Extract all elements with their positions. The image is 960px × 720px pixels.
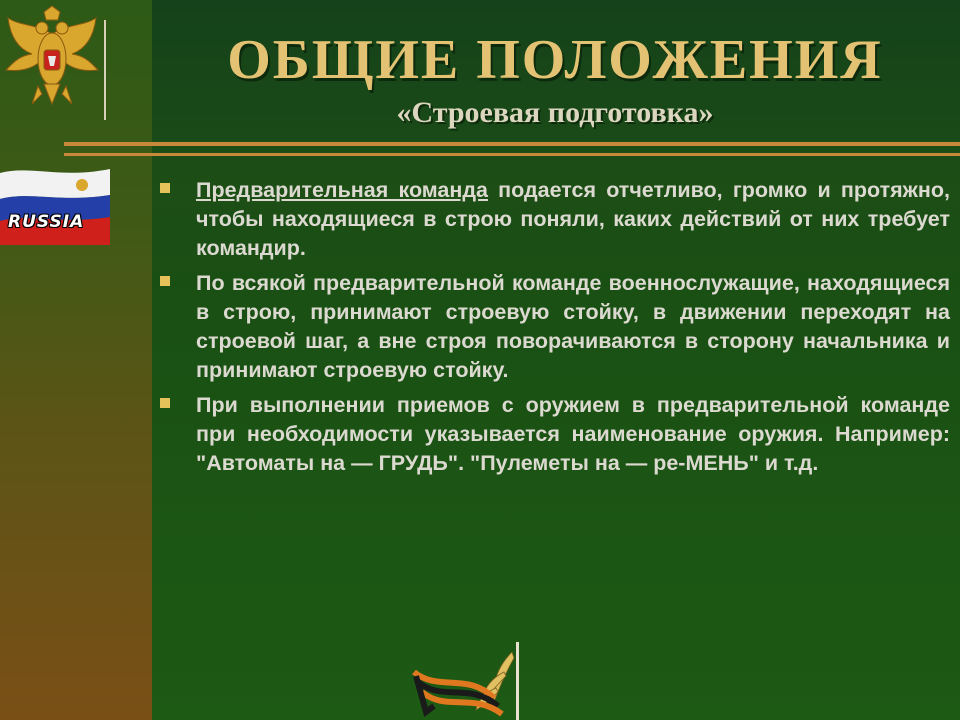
bullet-marker [160, 183, 170, 193]
bullet-item [160, 391, 950, 478]
bullet-text: При выполнении приемов с оружием в предварительной команде при необходимости указывается наименование оружия. Например: "Автоматы на — ГРУДЬ". "Пулеметы на — ре-МЕНЬ" и т.д. [196, 393, 950, 475]
divider-line [104, 20, 106, 120]
header-rule [64, 142, 960, 146]
bullet-item [160, 176, 950, 263]
bullet-text: подается отчетливо, громко и протяжно, чтобы находящиеся в строю поняли, каких действий от них требует командир. [196, 178, 950, 260]
russia-flag-icon [0, 165, 110, 245]
bullet-term: Предварительная команда [196, 178, 488, 202]
flag-label: RUSSIA [8, 212, 85, 232]
bullet-marker [160, 276, 170, 286]
page-title: ОБЩИЕ ПОЛОЖЕНИЯ [227, 29, 883, 91]
bullet-text: По всякой предварительной команде военнослужащие, находящиеся в строю, принимают строевую стойку, в движении переходят на строевой шаг, а вне строя поворачиваются в сторону начальника и принимают строевую стойку. [196, 271, 950, 382]
st-george-ribbon-icon [408, 642, 528, 720]
bullet-list [160, 176, 950, 484]
header-rule-thin [64, 153, 960, 156]
bullet-marker [160, 398, 170, 408]
bullet-item [160, 269, 950, 385]
page-subtitle: «Строевая подготовка» [396, 96, 714, 129]
coat-of-arms-icon [2, 4, 102, 114]
